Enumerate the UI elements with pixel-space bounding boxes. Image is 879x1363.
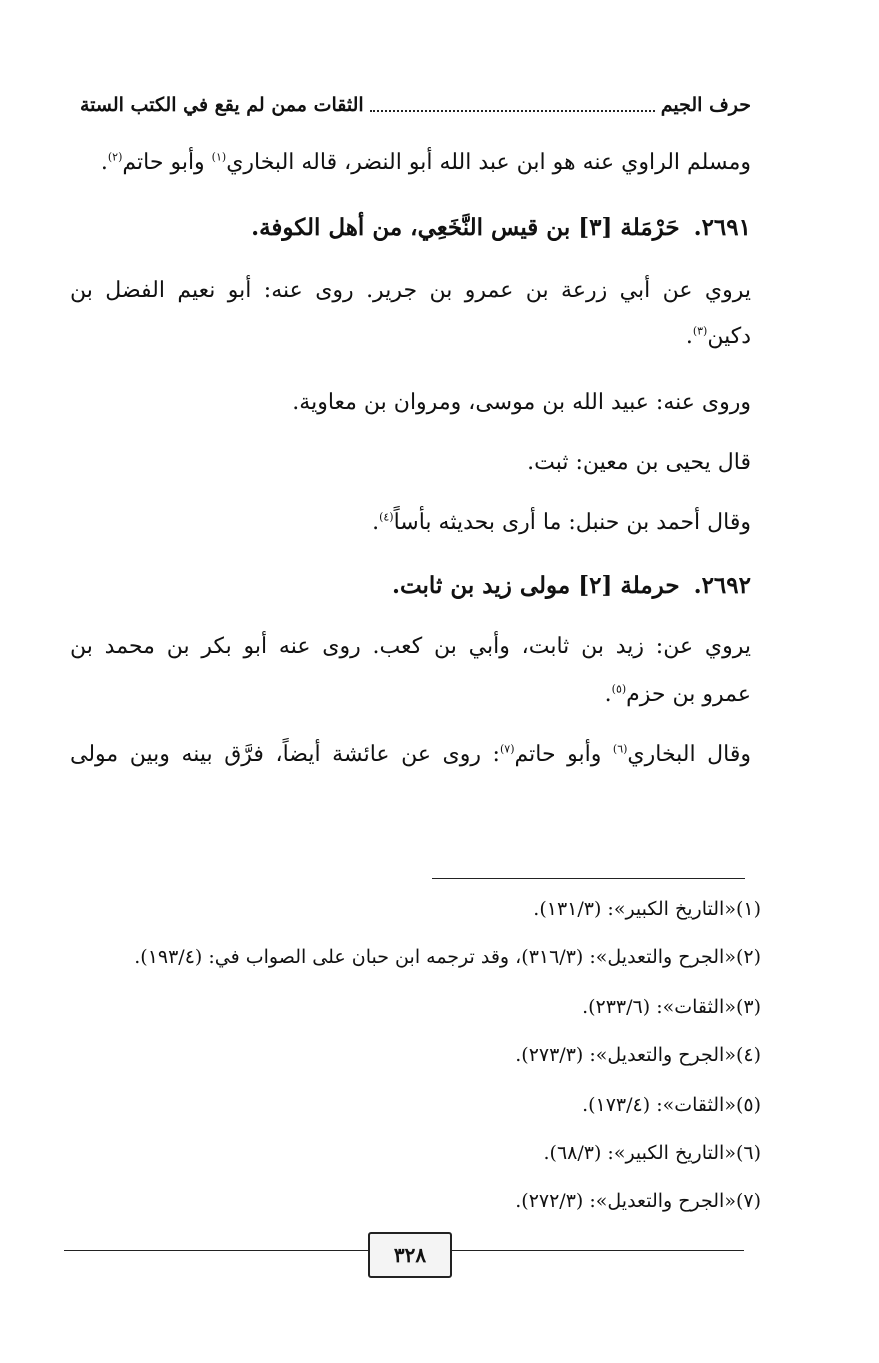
footer-rule-right xyxy=(448,1250,744,1251)
text-line-10: عمرو بن حزم$^{(٥)}$. xyxy=(604,682,751,707)
footer-rule-left xyxy=(64,1250,368,1251)
entry-heading-2691 xyxy=(70,214,751,242)
footnote-ref: (٥) xyxy=(611,682,627,696)
footnote-1: (١)«التاريخ الكبير»: (١٣١/٣). xyxy=(533,898,761,920)
footnote-ref: (٣) xyxy=(692,324,708,338)
footnote-ref: (١) xyxy=(211,150,227,164)
footnote-separator xyxy=(432,878,745,879)
footnote-ref: (٤) xyxy=(379,510,394,524)
entry-number: ٢٦٩١. xyxy=(693,214,751,241)
footnote-6: (٦)«التاريخ الكبير»: (٦٨/٣). xyxy=(543,1142,761,1164)
entry-heading-2692 xyxy=(70,572,751,600)
running-head xyxy=(80,88,751,122)
chapter-title: حرف الجيم xyxy=(660,94,751,116)
text-line-4: دكين$^{(٣)}$. xyxy=(685,324,751,349)
text-line-1: ومسلم الراوي عنه هو ابن عبد الله أبو النضر، قاله البخاري$^{(١)}$ وأبو حاتم$^{(٢)}$. xyxy=(100,150,751,175)
footnote-2: (٢)«الجرح والتعديل»: (٣١٦/٣)، وقد ترجمه ابن حبان على الصواب في: (١٩٣/٤). xyxy=(134,946,761,968)
footnote-ref: (٦) xyxy=(612,742,628,756)
leader-dots xyxy=(370,98,655,112)
text-line-7: وقال أحمد بن حنبل: ما أرى بحديثه بأساً$^{(٤)}$. xyxy=(372,510,751,535)
page-number: ٣٢٨ xyxy=(368,1232,452,1278)
text-line-9: يروي عن: زيد بن ثابت، وأبي بن كعب. روى عنه أبو بكر بن محمد بن xyxy=(70,634,751,659)
footnote-5: (٥)«الثقات»: (١٧٣/٤). xyxy=(582,1094,761,1116)
footnote-ref: (٢) xyxy=(107,150,123,164)
footnote-7: (٧)«الجرح والتعديل»: (٢٧٢/٣). xyxy=(515,1190,761,1212)
text-line-6: قال يحيى بن معين: ثبت. xyxy=(527,450,751,475)
footnote-ref: (٧) xyxy=(499,742,515,756)
text-line-3: يروي عن أبي زرعة بن عمرو بن جرير. روى عنه: أبو نعيم الفضل بن xyxy=(70,278,751,303)
text-line-5: وروى عنه: عبيد الله بن موسى، ومروان بن معاوية. xyxy=(292,390,751,415)
entry-number: ٢٦٩٢. xyxy=(693,572,751,599)
text-line-11: وقال البخاري$^{(٦)}$ وأبو حاتم$^{(٧)}$: روى عن عائشة أيضاً، فرَّق بينه وبين مولى xyxy=(70,742,752,767)
book-title: الثقات ممن لم يقع في الكتب الستة xyxy=(80,94,364,116)
entry-title: حرملة [٢] مولى زيد بن ثابت. xyxy=(391,572,680,599)
footnote-3: (٣)«الثقات»: (٢٣٣/٦). xyxy=(582,996,761,1018)
entry-title: حَرْمَلة [٣] بن قيس النَّخَعِي، من أهل الكوفة. xyxy=(251,214,680,241)
footnote-4: (٤)«الجرح والتعديل»: (٢٧٣/٣). xyxy=(515,1044,761,1066)
